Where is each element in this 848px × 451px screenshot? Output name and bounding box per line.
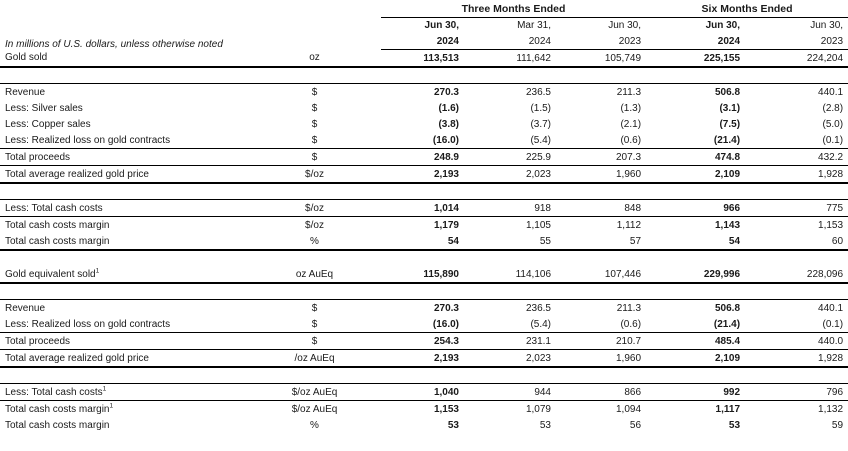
- row-unit: $: [248, 132, 381, 149]
- value-cell: 270.3: [381, 84, 464, 101]
- value-cell: (2.8): [822, 102, 844, 114]
- table-row: [0, 50, 848, 68]
- value-cell: 54: [381, 233, 464, 250]
- value-cell: 796: [745, 384, 848, 401]
- table-row: [0, 149, 848, 166]
- col-header-line2: 2023: [745, 33, 848, 50]
- value-cell: 1,960: [556, 350, 646, 368]
- value-cell: 113,513: [381, 50, 464, 68]
- footnote-marker: 1: [95, 267, 100, 275]
- value-cell: 944: [464, 384, 556, 401]
- value-cell: 211.3: [556, 300, 646, 317]
- spacer-row: [0, 250, 848, 266]
- row-label: [0, 384, 248, 401]
- row-label: [0, 316, 248, 333]
- row-label-text: Total cash costs margin: [5, 419, 110, 431]
- value-cell: 270.3: [381, 300, 464, 317]
- row-unit: $: [248, 333, 381, 350]
- table-row: [0, 401, 848, 418]
- value-cell: 2,023: [464, 166, 556, 184]
- value-cell: 866: [556, 384, 646, 401]
- spacer-row: [0, 367, 848, 384]
- row-label: [0, 50, 248, 68]
- value-cell: 918: [464, 200, 556, 217]
- row-unit: $: [248, 316, 381, 333]
- spacer-row: [0, 183, 848, 200]
- row-unit: $/oz: [248, 166, 381, 184]
- row-unit: $/oz: [248, 217, 381, 234]
- value-cell: 506.8: [646, 84, 745, 101]
- table-row: [0, 316, 848, 333]
- spacer-row: [0, 67, 848, 84]
- row-label-text: Gold sold: [5, 52, 48, 64]
- value-cell: (16.0): [381, 316, 464, 333]
- value-cell: 229,996: [646, 266, 745, 283]
- row-label: [0, 401, 248, 418]
- value-cell: 1,928: [745, 350, 848, 368]
- value-cell: 1,040: [381, 384, 464, 401]
- value-cell: 1,960: [556, 166, 646, 184]
- row-label-text: Less: Realized loss on gold contracts: [5, 134, 171, 146]
- value-cell: 225,155: [646, 50, 745, 68]
- spacer-cell: [0, 283, 848, 300]
- value-cell: (3.8): [438, 118, 459, 130]
- value-cell: 432.2: [745, 149, 848, 166]
- value-cell: (2.1): [620, 118, 642, 130]
- table-header: [0, 0, 848, 50]
- value-cell: 231.1: [464, 333, 556, 350]
- table-row: [0, 100, 848, 116]
- col-header-line2: 2024: [381, 33, 464, 50]
- row-label: [0, 333, 248, 350]
- row-unit: %: [310, 419, 319, 431]
- value-cell: (5.4): [464, 316, 556, 333]
- value-cell: 474.8: [646, 149, 745, 166]
- value-cell: 440.0: [745, 333, 848, 350]
- footnote-marker: 1: [109, 402, 114, 410]
- value-cell: 236.5: [464, 84, 556, 101]
- header-blank: [0, 0, 381, 18]
- table-row: [0, 84, 848, 101]
- value-cell: 1,153: [745, 217, 848, 234]
- value-cell: 248.9: [381, 149, 464, 166]
- value-cell: 992: [646, 384, 745, 401]
- table-row: [0, 116, 848, 132]
- row-label-text: Total average realized gold price: [5, 352, 149, 364]
- value-cell: 966: [646, 200, 745, 217]
- row-unit: oz: [248, 50, 381, 68]
- units-note: In millions of U.S. dollars, unless otherwise noted: [5, 38, 223, 50]
- row-unit: $: [311, 118, 318, 130]
- col-header-line2: 2023: [556, 33, 646, 50]
- value-cell: 2,193: [381, 350, 464, 368]
- value-cell: 1,112: [556, 217, 646, 234]
- row-unit: $: [248, 300, 381, 317]
- spacer-cell: [0, 250, 848, 266]
- row-unit: /oz AuEq: [248, 350, 381, 368]
- value-cell: 485.4: [646, 333, 745, 350]
- row-label: [0, 300, 248, 317]
- value-cell: (1.6): [438, 102, 459, 114]
- value-cell: 105,749: [556, 50, 646, 68]
- row-label-text: Revenue: [5, 302, 46, 314]
- spacer-cell: [0, 367, 848, 384]
- value-cell: (0.1): [745, 316, 848, 333]
- row-unit: $/oz: [248, 200, 381, 217]
- value-cell: 1,117: [646, 401, 745, 418]
- row-label: [0, 149, 248, 166]
- row-label-text: Total cash costs margin: [5, 235, 110, 247]
- row-label: [0, 116, 248, 132]
- value-cell: 506.8: [646, 300, 745, 317]
- value-cell: 55: [464, 233, 556, 250]
- table-row: [0, 300, 848, 317]
- value-cell: 775: [745, 200, 848, 217]
- row-label-text: Total cash costs margin: [5, 403, 110, 415]
- col-header-line1: Jun 30,: [705, 20, 741, 31]
- table-body: [0, 50, 848, 434]
- value-cell: 1,143: [646, 217, 745, 234]
- table-row: [0, 350, 848, 368]
- spacer-cell: [0, 67, 848, 84]
- value-cell: 53: [447, 419, 459, 431]
- value-cell: 440.1: [745, 84, 848, 101]
- header-three-months: Three Months Ended: [381, 0, 646, 18]
- table-row: [0, 233, 848, 250]
- row-label-text: Total proceeds: [5, 335, 71, 347]
- value-cell: 224,204: [745, 50, 848, 68]
- value-cell: 115,890: [381, 266, 464, 283]
- value-cell: 1,928: [745, 166, 848, 184]
- value-cell: 2,109: [646, 166, 745, 184]
- row-label: [0, 217, 248, 234]
- value-cell: (1.5): [530, 102, 551, 114]
- value-cell: 1,094: [556, 401, 646, 418]
- value-cell: (1.3): [620, 102, 642, 114]
- col-header-line1: Jun 30,: [424, 20, 459, 31]
- col-header-line2: 2024: [646, 33, 745, 50]
- row-label-text: Less: Total cash costs: [5, 202, 103, 214]
- value-cell: 225.9: [464, 149, 556, 166]
- row-label-text: Total cash costs margin: [5, 219, 110, 231]
- value-cell: 1,014: [381, 200, 464, 217]
- value-cell: (0.1): [745, 132, 848, 149]
- spacer-cell: [0, 183, 848, 200]
- row-label-text: Less: Total cash costs: [5, 386, 103, 398]
- row-label: [0, 233, 248, 250]
- value-cell: 440.1: [745, 300, 848, 317]
- value-cell: 207.3: [556, 149, 646, 166]
- value-cell: 1,153: [381, 401, 464, 418]
- value-cell: 228,096: [745, 266, 848, 283]
- header-six-months: Six Months Ended: [646, 0, 848, 18]
- value-cell: 210.7: [556, 333, 646, 350]
- col-header-line2: 2024: [464, 33, 556, 50]
- value-cell: (5.0): [822, 118, 844, 130]
- value-cell: 59: [831, 419, 844, 431]
- value-cell: 2,109: [646, 350, 745, 368]
- value-cell: (3.7): [530, 118, 551, 130]
- row-label: [0, 132, 248, 149]
- footnote-marker: 1: [102, 385, 107, 393]
- value-cell: (21.4): [646, 316, 745, 333]
- value-cell: 111,642: [464, 50, 556, 68]
- row-label: [0, 200, 248, 217]
- row-label-text: Less: Realized loss on gold contracts: [5, 318, 171, 330]
- row-unit: $: [248, 84, 381, 101]
- value-cell: (7.5): [719, 118, 741, 130]
- row-label-text: Total average realized gold price: [5, 168, 149, 180]
- header-blank: [0, 18, 381, 34]
- row-label-text: Less: Copper sales: [5, 118, 91, 130]
- value-cell: 211.3: [556, 84, 646, 101]
- table-row: [0, 266, 848, 283]
- row-label: [0, 84, 248, 101]
- value-cell: 53: [539, 419, 551, 431]
- spacer-row: [0, 283, 848, 300]
- value-cell: 107,446: [556, 266, 646, 283]
- table-row: [0, 384, 848, 401]
- value-cell: (5.4): [464, 132, 556, 149]
- col-header-line1: Jun 30,: [810, 20, 844, 31]
- row-label: [0, 266, 248, 283]
- value-cell: 1,132: [745, 401, 848, 418]
- col-header-line1: Jun 30,: [608, 20, 642, 31]
- table-row: [0, 417, 848, 433]
- value-cell: 56: [629, 419, 642, 431]
- value-cell: 60: [745, 233, 848, 250]
- value-cell: (16.0): [381, 132, 464, 149]
- row-unit: $: [248, 149, 381, 166]
- value-cell: 236.5: [464, 300, 556, 317]
- col-header-line1: Mar 31,: [517, 20, 551, 31]
- row-label: [0, 100, 248, 116]
- value-cell: 1,179: [381, 217, 464, 234]
- table-row: [0, 166, 848, 184]
- row-label-text: Gold equivalent sold: [5, 268, 96, 280]
- value-cell: (21.4): [646, 132, 745, 149]
- row-label: [0, 417, 248, 433]
- value-cell: 54: [646, 233, 745, 250]
- row-unit: $/oz AuEq: [248, 384, 381, 401]
- row-unit: oz AuEq: [248, 266, 381, 283]
- table-row: [0, 132, 848, 149]
- row-label-text: Revenue: [5, 86, 46, 98]
- value-cell: 57: [556, 233, 646, 250]
- value-cell: 1,105: [464, 217, 556, 234]
- row-label-text: Total proceeds: [5, 151, 71, 163]
- value-cell: 53: [728, 419, 741, 431]
- value-cell: (3.1): [719, 102, 741, 114]
- value-cell: 1,079: [464, 401, 556, 418]
- value-cell: (0.6): [556, 316, 646, 333]
- row-unit: %: [248, 233, 381, 250]
- value-cell: 848: [556, 200, 646, 217]
- row-unit: $: [311, 102, 318, 114]
- row-label-text: Less: Silver sales: [5, 102, 83, 114]
- table-row: [0, 217, 848, 234]
- value-cell: 114,106: [464, 266, 556, 283]
- table-row: [0, 200, 848, 217]
- value-cell: 254.3: [381, 333, 464, 350]
- value-cell: 2,193: [381, 166, 464, 184]
- value-cell: (0.6): [556, 132, 646, 149]
- row-label: [0, 166, 248, 184]
- row-label: [0, 350, 248, 368]
- value-cell: 2,023: [464, 350, 556, 368]
- row-unit: $/oz AuEq: [248, 401, 381, 418]
- table-row: [0, 333, 848, 350]
